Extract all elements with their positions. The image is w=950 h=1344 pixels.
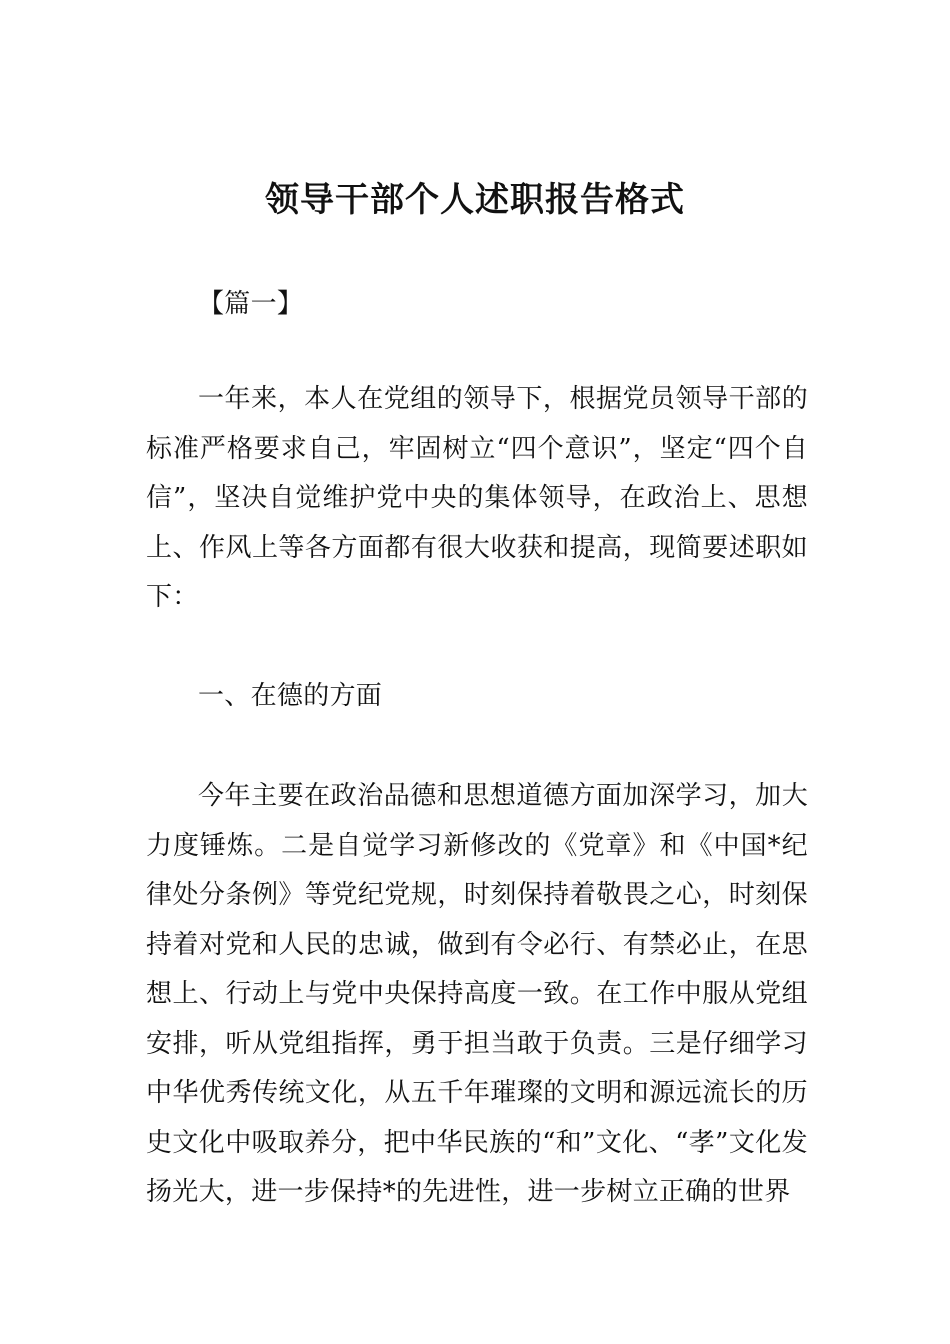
intro-paragraph: 一年来，本人在党组的领导下，根据党员领导干部的标准严格要求自己，牢固树立“四个意识”，坚定“四个自信”，坚决自觉维护党中央的集体领导，在政治上、思想上、作风上等各方面都有很大收获和提高，现简要述职如下： <box>146 384 808 612</box>
section-heading: 一、在德的方面 <box>198 681 383 711</box>
body-paragraph: 今年主要在政治品德和思想道德方面加深学习，加大力度锤炼。二是自觉学习新修改的《党章》和《中国*纪律处分条例》等党纪党规，时刻保持着敬畏之心，时刻保持着对党和人民的忠诚，做到有令必行、有禁必止，在思想上、行动上与党中央保持高度一致。在工作中服从党组安排，听从党组指挥，勇于担当敢于负责。三是仔细学习中华优秀传统文化，从五千年璀璨的文明和源远流长的历史文化中吸取养分，把中华民族的“和”文化、“孝”文化发扬光大，进一步保持*的先进性，进一步树立正确的世界 <box>146 781 808 1207</box>
section-label: 【篇一】 <box>198 289 304 319</box>
document-title: 领导干部个人述职报告格式 <box>265 180 685 220</box>
